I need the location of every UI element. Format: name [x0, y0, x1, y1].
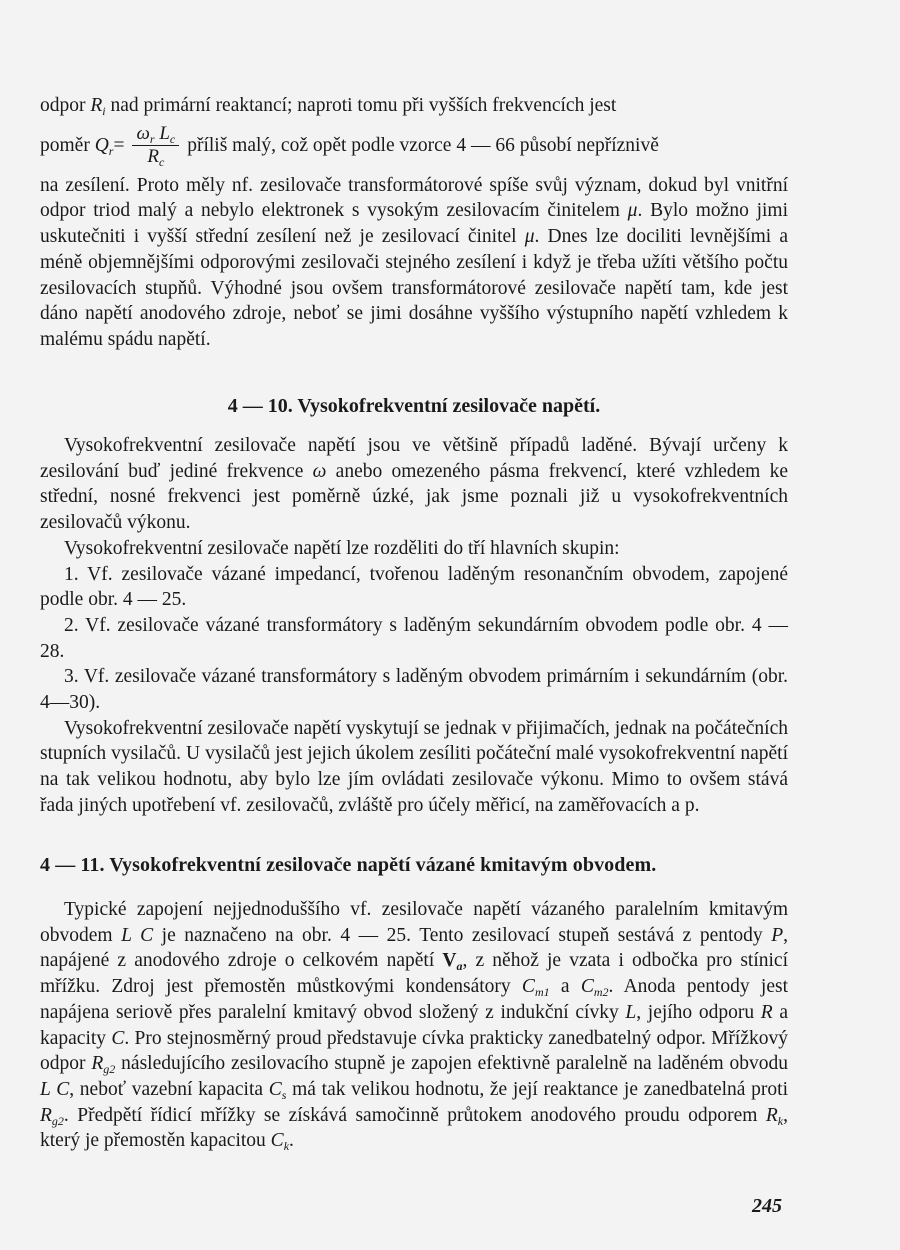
section-4-10-body	[40, 433, 788, 819]
list-item: 1. Vf. zesilovače vázané impedancí, tvořenou laděným resonančním obvodem, zapojené podle obr. 4 — 25.	[40, 563, 788, 611]
paragraph: Typické zapojení nejjednoduššího vf. zesilovače napětí vázaného paralelním kmitavým obvodem L C je naznačeno na obr. 4 — 25. Tento zesilovací stupeň sestává z pentody P, napájené z anodového zdroje o celkovém napětí $V_a$, z něhož je vzata i odbočka pro stínicí mřížku. Zdroj jest přemostěn můstkovými kondensátory $C_{m1}$ a $C_{m2}$. Anoda pentody jest napájena seriově přes paralelní kmitavý obvod složený z indukční cívky L, jejího odporu R a kapacity C. Pro stejnosměrný proud představuje cívka prakticky zanedbatelný odpor. Mřížkový odpor $R_{g2}$ následujícího zesilovacího stupně je zapojen efektivně paralelně na laděném obvodu L C, neboť vazební kapacita $C_s$ má tak velikou hodnotu, že její reaktance je zanedbatelná proti $R_{g2}$. Předpětí řídicí mřížky se získává samočinně průtokem anodového proudu odporem $R_k$, který je přemostěn kapacitou $C_k$.	[40, 899, 789, 1154]
paragraph-continued	[40, 93, 788, 353]
var-mu: μ	[524, 226, 535, 248]
paragraph: Vysokofrekventní zesilovače napětí jsou ve většině případů laděné. Bývají určeny k zesilování buď jediné frekvence ω anebo omezeného pásma frekvencí, které vzhledem ke střední, nosné frekvenci jest poměrně úzké, jak jsme poznali již u vysokofrekventních zesilovačů výkonu.	[40, 435, 788, 534]
text: příliš malý, což opět podle vzorce 4 — 66 působí nepříznivě	[187, 134, 659, 156]
var-R: $R_i$	[90, 95, 106, 118]
text: nad primární reaktancí; naproti tomu při vyšších frekvencích jest	[105, 95, 617, 116]
page-number: 245	[752, 1195, 782, 1217]
fraction-denominator: $R_c$	[147, 146, 165, 170]
fraction	[132, 123, 179, 168]
text: poměr	[40, 134, 90, 156]
section-4-11-body	[40, 897, 788, 1154]
fraction-numerator: $\omega_r$ $L_c$	[132, 123, 179, 146]
list-item: 2. Vf. zesilovače vázané transformátory s laděným sekundárním obvodem podle obr. 4 — 28.	[40, 614, 788, 662]
paragraph: Vysokofrekventní zesilovače napětí vyskytují se jednak v přijimačích, jednak na počátečních stupních vysilačů. U vysilačů jest jejich úkolem zesíliti počáteční malé vysokofrekventní napětí na tak velikou hodnotu, aby bylo lze jím ovládati zesilovače výkonu. Mimo to ovšem stává řada jiných upotřebení vf. zesilovačů, zvláště pro účely měřicí, na zaměřovacích a p.	[40, 717, 788, 816]
paragraph: Vysokofrekventní zesilovače napětí lze rozděliti do tří hlavních skupin:	[64, 537, 620, 559]
var-mu: μ	[627, 200, 638, 222]
formula-line	[40, 119, 788, 173]
var-omega: ω	[312, 460, 327, 482]
section-heading-4-10: 4 — 10. Vysokofrekventní zesilovače napětí.	[227, 395, 601, 417]
var-Q: $Q_r$	[94, 134, 114, 158]
section-heading-4-11: 4 — 11. Vysokofrekventní zesilovače napětí vázané kmitavým obvodem.	[40, 854, 657, 876]
text: odpor	[40, 95, 91, 116]
line-1	[40, 93, 788, 119]
list-item: 3. Vf. zesilovače vázané transformátory s laděným obvodem primárním i sekundárním (obr. 4—30).	[40, 666, 788, 714]
paragraph-rest: na zesílení. Proto měly nf. zesilovače transformátorové spíše svůj význam, dokud byl vnitřní odpor triod malý a nebylo elektronek s vysokým zesilovacím činitelem μ. Bylo možno jimi uskutečniti i vyšší střední zesílení než je zesilovací činitel μ. Dnes lze dociliti levnějšími a méně objemnějšími odporovými zesilovači stejného zesílení i když je třeba užíti většího počtu zesilovacích stupňů. Výhodné jsou ovšem transformátorové zesilovače napětí tam, kde jest dáno napětí anodového zdroje, neboť se jimi dosáhne vyššího výstupního napětí vzhledem k malému spádu napětí.	[40, 174, 788, 350]
equals-sign: =	[113, 134, 125, 156]
